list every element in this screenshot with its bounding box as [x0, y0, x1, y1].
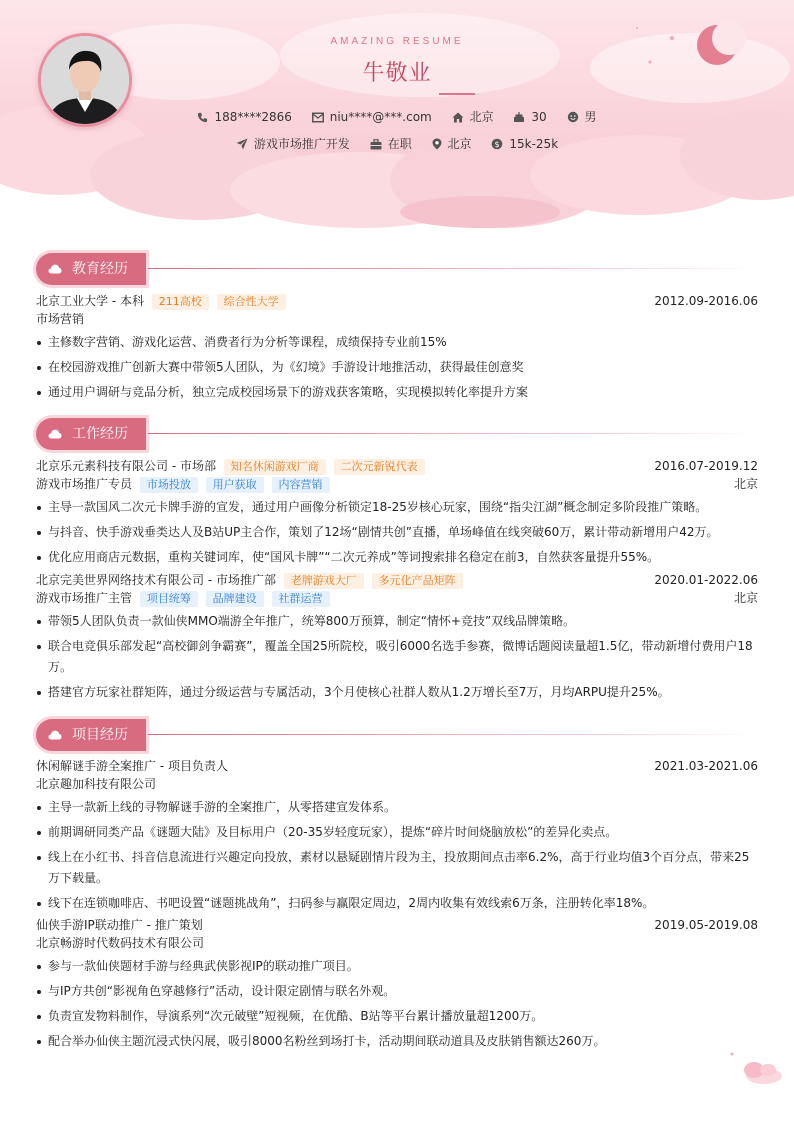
email-text: niu****@***.com [329, 109, 432, 124]
cloud-icon [48, 730, 62, 740]
role-row [36, 589, 758, 607]
project-name: 仙侠手游IP联动推广 - 推广策划 [36, 918, 203, 932]
project-date: 2019.05-2019.08 [654, 918, 758, 932]
role-tag: 项目统筹 [140, 591, 198, 607]
education-entry [36, 292, 758, 403]
salary-info [491, 137, 558, 151]
section-divider [148, 268, 758, 269]
location-icon [432, 138, 442, 150]
company-tag: 老牌游戏大厂 [284, 573, 364, 589]
status-text: 在职 [387, 137, 412, 151]
phone-text: 188****2866 [214, 109, 292, 124]
role-tag: 内容营销 [272, 477, 330, 493]
target-city-info [432, 135, 472, 152]
phone-info [197, 110, 291, 124]
corner-cloud-icon [724, 1048, 788, 1088]
bullet-item: 与IP方共创“影视角色穿越修行”活动，设计限定剧情与联名外观。 [36, 981, 758, 1002]
role-tag: 社群运营 [272, 591, 330, 607]
home-icon [452, 112, 464, 123]
section-header [36, 418, 758, 450]
bullet-item: 通过用户调研与竞品分析，独立完成校园场景下的游戏获客策略，实现模拟转化率提升方案 [36, 382, 758, 403]
projects-section [36, 719, 758, 1052]
role-tag: 品牌建设 [206, 591, 264, 607]
bullet-item: 线下在连锁咖啡店、书吧设置“谜题挑战角”，扫码参与赢限定周边，2周内收集有效线索6万条，注册转化率18%。 [36, 893, 758, 914]
bullet-item: 负责宣发物料制作，导演系列“次元破壁”短视频，在优酷、B站等平台累计播放量超1200万。 [36, 1006, 758, 1027]
company-tag: 多元化产品矩阵 [372, 573, 463, 589]
name-underline [439, 93, 475, 95]
work-city: 北京 [733, 591, 758, 605]
section-title: 工作经历 [72, 426, 128, 442]
project-bullets [36, 797, 758, 914]
bullet-item: 带领5人团队负责一款仙侠MMO端游全年推广，统筹800万预算，制定“情怀+竞技”双线品牌策略。 [36, 611, 758, 632]
major-row [36, 310, 758, 328]
age-text: 30 [531, 109, 547, 124]
bullet-item: 前期调研同类产品《谜题大陆》及目标用户（20-35岁轻度玩家），提炼“碎片时间烧脑放松”的差异化卖点。 [36, 822, 758, 843]
project-entry [36, 757, 758, 914]
salary-icon [491, 138, 503, 150]
work-city: 北京 [733, 477, 758, 491]
target-position-info [236, 135, 350, 152]
role-name: 游戏市场推广主管 [36, 591, 133, 605]
company-row [36, 457, 758, 475]
project-company-row [36, 934, 758, 952]
bullet-item: 主导一款国风二次元卡牌手游的宣发，通过用户画像分析锁定18-25岁核心玩家，围绕“指尖江湖”概念制定多阶段推广策略。 [36, 497, 758, 518]
role-tag: 用户获取 [206, 477, 264, 493]
section-divider [148, 734, 758, 735]
education-date: 2012.09-2016.06 [654, 294, 758, 308]
target-position-text: 游戏市场推广开发 [253, 137, 350, 151]
bullet-item: 主修数字营销、游戏化运营、消费者行为分析等课程，成绩保持专业前15% [36, 332, 758, 353]
section-tab [36, 253, 146, 285]
personal-info-row [0, 108, 794, 125]
section-header [36, 253, 758, 285]
project-company-row [36, 775, 758, 793]
role-tag: 市场投放 [140, 477, 198, 493]
job-intention-row [0, 135, 794, 152]
project-bullets [36, 956, 758, 1052]
company-name: 北京完美世界网络技术有限公司 - 市场推广部 [36, 573, 276, 587]
company-tag: 二次元新锐代表 [334, 459, 425, 475]
project-name: 休闲解谜手游全案推广 - 项目负责人 [36, 759, 228, 773]
role-name: 游戏市场推广专员 [36, 477, 133, 491]
work-date: 2020.01-2022.06 [654, 573, 758, 587]
bullet-item: 搭建官方玩家社群矩阵，通过分级运营与专属活动，3个月使核心社群人数从1.2万增长至7万，月均ARPU提升25%。 [36, 682, 758, 703]
project-entry [36, 916, 758, 1052]
project-date: 2021.03-2021.06 [654, 759, 758, 773]
target-city-text: 北京 [447, 137, 472, 151]
bullet-item: 优化应用商店元数据，重构关键词库，使“国风卡牌”“二次元养成”等词搜索排名稳定在前3，自然获客量提升55%。 [36, 547, 758, 568]
salary-text: 15k-25k [509, 136, 559, 151]
cloud-icon [48, 429, 62, 439]
briefcase-icon [370, 139, 382, 150]
company-tag: 知名休闲游戏厂商 [224, 459, 326, 475]
bullet-item: 在校园游戏推广创新大赛中带领5人团队，为《幻境》手游设计地推活动，获得最佳创意奖 [36, 357, 758, 378]
school-tag: 211高校 [152, 294, 209, 310]
bullet-item: 主导一款新上线的寻物解谜手游的全案推广，从零搭建宣发体系。 [36, 797, 758, 818]
gender-text: 男 [584, 110, 597, 124]
work-bullets [36, 611, 758, 703]
school-tag: 综合性大学 [217, 294, 286, 310]
city-text: 北京 [469, 110, 494, 124]
email-info [312, 110, 432, 124]
education-section [36, 253, 758, 403]
project-title-row [36, 757, 758, 775]
section-tab [36, 418, 146, 450]
smile-icon [567, 111, 579, 123]
work-bullets [36, 497, 758, 568]
cloud-icon [48, 264, 62, 274]
work-entry [36, 457, 758, 568]
work-section [36, 418, 758, 703]
svg-text:$: $ [494, 139, 500, 149]
status-info [370, 135, 412, 152]
section-tab [36, 719, 146, 751]
bullet-item: 参与一款仙侠题材手游与经典武侠影视IP的联动推广项目。 [36, 956, 758, 977]
section-divider [148, 433, 758, 434]
resume-subtitle: AMAZING RESUME [330, 36, 464, 47]
mail-icon [312, 112, 324, 123]
education-bullets [36, 332, 758, 403]
work-entry [36, 571, 758, 703]
section-title: 教育经历 [72, 261, 128, 277]
bullet-item: 与抖音、快手游戏垂类达人及B站UP主合作，策划了12场“剧情共创”直播，单场峰值在线突破60万，累计带动新增用户42万。 [36, 522, 758, 543]
work-date: 2016.07-2019.12 [654, 459, 758, 473]
gender-info [567, 108, 597, 125]
project-company: 北京趣加科技有限公司 [36, 777, 157, 791]
section-title: 项目经历 [72, 727, 128, 743]
bullet-item: 联合电竞俱乐部发起“高校御剑争霸赛”，覆盖全国25所院校，吸引6000名选手参赛，微博话题阅读量超1.5亿，带动新增付费用户18万。 [36, 636, 758, 678]
role-row [36, 475, 758, 493]
bullet-item: 线上在小红书、抖音信息流进行兴趣定向投放，素材以悬疑剧情片段为主，投放期间点击率6.2%，高于行业均值3个百分点，带来25万下载量。 [36, 847, 758, 889]
education-title-row [36, 292, 758, 310]
major-name: 市场营销 [36, 312, 85, 326]
phone-icon [197, 112, 208, 123]
city-info [452, 108, 494, 125]
section-header [36, 719, 758, 751]
bullet-item: 配合举办仙侠主题沉浸式快闪展，吸引8000名粉丝到场打卡，活动期间联动道具及皮肤销售额达260万。 [36, 1031, 758, 1052]
age-info [513, 110, 546, 124]
company-name: 北京乐元素科技有限公司 - 市场部 [36, 459, 216, 473]
candidate-name: 牛敬业 [362, 61, 432, 86]
resume-header [0, 0, 794, 230]
send-icon [236, 138, 248, 150]
cake-icon [513, 111, 525, 123]
school-name: 北京工业大学 - 本科 [36, 294, 144, 308]
project-company: 北京畅游时代数码技术有限公司 [36, 936, 205, 950]
company-row [36, 571, 758, 589]
project-title-row [36, 916, 758, 934]
